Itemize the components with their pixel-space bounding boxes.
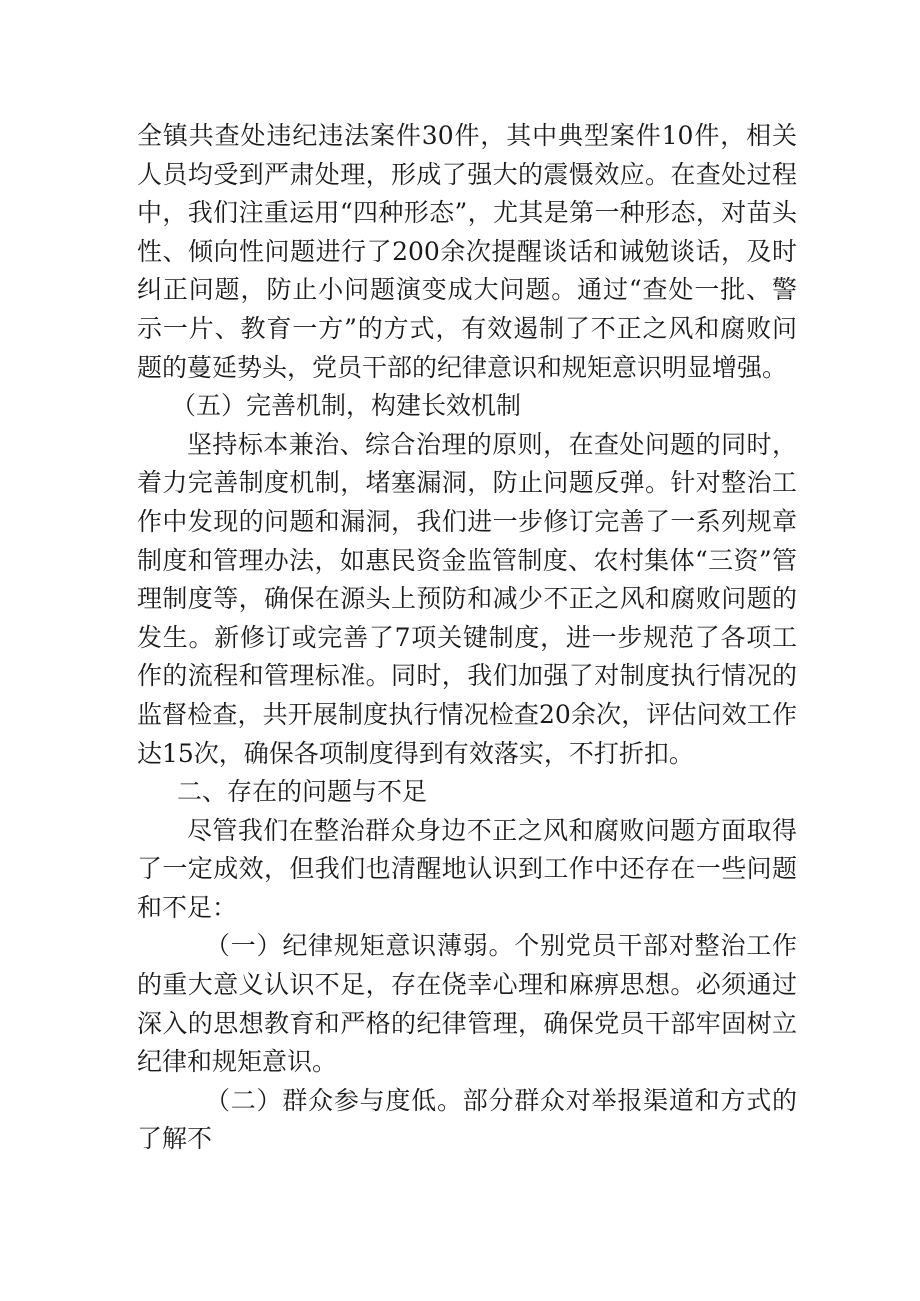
paragraph-mechanism-details: 坚持标本兼治、综合治理的原则，在查处问题的同时，着力完善制度机制，堵塞漏洞，防止问题反弹。针对整治工作中发现的问题和漏洞，我们进一步修订完善了一系列规章制度和管理办法，如惠民资金监管制度、农村集体“三资”管理制度等，确保在源头上预防和减少不正之风和腐败问题的发生。新修订或完善了7项关键制度，进一步规范了各项工作的流程和管理标准。同时，我们加强了对制度执行情况的监督检查，共开展制度执行情况检查20余次，评估问效工作达15次，确保各项制度得到有效落实，不打折扣。 bbox=[137, 429, 797, 768]
problem-item-discipline: （一）纪律规矩意识薄弱。个别党员干部对整治工作的重大意义认识不足，存在侥幸心理和麻痹思想。必须通过深入的思想教育和严格的纪律管理，确保党员干部牢固树立纪律和规矩意识。 bbox=[137, 931, 797, 1077]
paragraph-problems-intro: 尽管我们在整治群众身边不正之风和腐败问题方面取得了一定成效，但我们也清醒地认识到工作中还存在一些问题和不足： bbox=[137, 815, 797, 922]
paragraph-case-results: 全镇共查处违纪违法案件30件，其中典型案件10件，相关人员均受到严肃处理，形成了强大的震慑效应。在查处过程中，我们注重运用“四种形态”，尤其是第一种形态，对苗头性、倾向性问题进行了200余次提醒谈话和诫勉谈话，及时纠正问题，防止小问题演变成大问题。通过“查处一批、警示一片、教育一方”的方式，有效遏制了不正之风和腐败问题的蔓延势头，党员干部的纪律意识和规矩意识明显增强。 bbox=[137, 121, 797, 382]
document-body bbox=[137, 117, 797, 1159]
problem-item-participation: （二）群众参与度低。部分群众对举报渠道和方式的了解不 bbox=[137, 1085, 797, 1154]
subheading-improve-mechanism: （五）完善机制，构建长效机制 bbox=[171, 391, 522, 421]
section-title-problems: 二、存在的问题与不足 bbox=[177, 777, 428, 807]
